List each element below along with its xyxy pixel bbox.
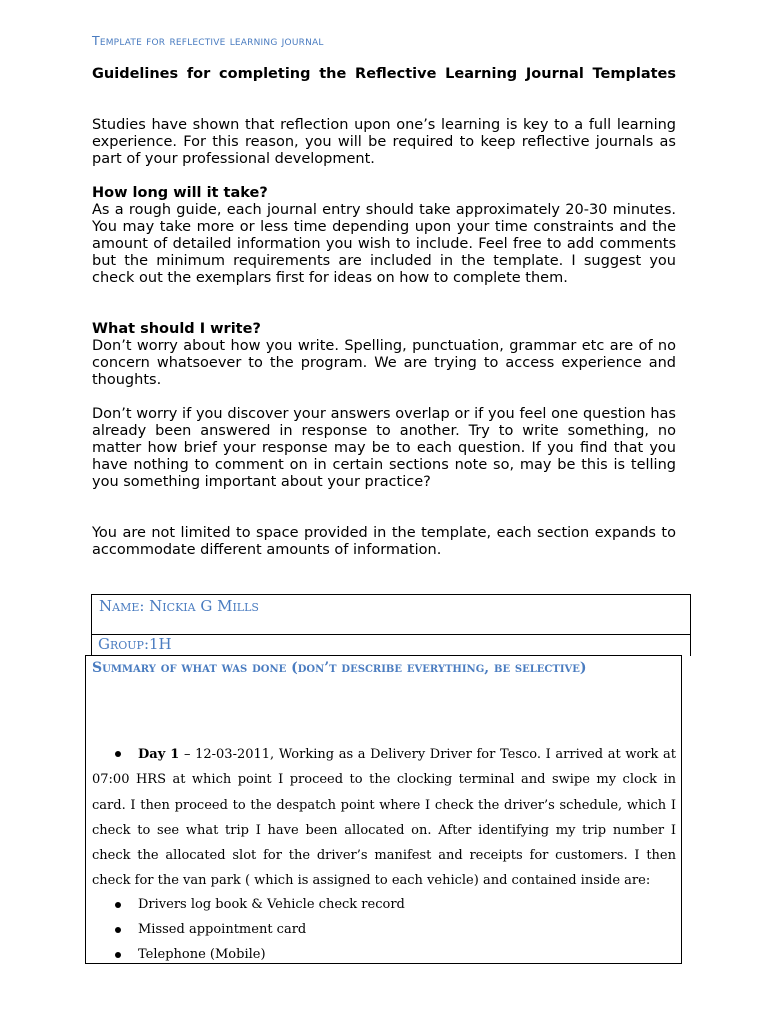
list-item-text: Missed appointment card	[138, 922, 307, 937]
day-text: – 12-03-2011, Working as a Delivery Driver for Tesco. I arrived at work at 07:00 HRS at which point I proceed to the clocking terminal and swipe my clock in card. I then proceed to the despatch point where I check the driver’s schedule, which I check to see what trip I have been allocated on. After identifying my trip number I check the allocated slot for the driver’s manifest and receipts for customers. I then check for the van park ( which is assigned to each vehicle) and contained inside are:	[92, 747, 676, 889]
group-field: Group:1H	[98, 635, 172, 653]
group-box	[91, 634, 691, 656]
what-write-heading: What should I write?	[92, 321, 261, 337]
guidelines-title-line: Guidelines for completing the Reflective Learning Journal Templates	[92, 66, 676, 82]
intro-paragraph: Studies have shown that reflection upon one’s learning is key to a full learning experience. For this reason, you will be required to keep reflective journals as part of your professional development.	[92, 117, 676, 167]
document-heading: Template for reflective learning journal	[92, 33, 324, 48]
what-write-paragraph: Don’t worry about how you write. Spelling, punctuation, grammar etc are of no concern whatsoever to the program. We are trying to access experience and thoughts.	[92, 338, 676, 388]
how-long-paragraph: As a rough guide, each journal entry should take approximately 20-30 minutes. You may take more or less time depending upon your time constraints and the amount of detailed information you wish to include. Feel free to add comments but the minimum requirements are included in the template. I suggest you check out the exemplars first for ideas on how to complete them.	[92, 202, 676, 286]
overlap-paragraph: Don’t worry if you discover your answers overlap or if you feel one question has already been answered in response to another. Try to write something, no matter how brief your response may be to each question. If you find that you have nothing to comment on in certain sections note so, may be this is telling you something important about your practice?	[92, 406, 676, 490]
how-long-heading: How long will it take?	[92, 185, 268, 201]
list-item-text: Drivers log book & Vehicle check record	[138, 897, 405, 912]
day-label: Day 1	[138, 747, 180, 762]
bullet-icon	[115, 902, 121, 908]
list-item-text: Telephone (Mobile)	[138, 947, 266, 962]
day-entry	[92, 742, 676, 894]
guidelines-title	[92, 66, 676, 83]
bullet-icon	[115, 927, 121, 933]
bullet-icon	[115, 952, 121, 958]
bullet-icon	[115, 751, 121, 757]
space-paragraph: You are not limited to space provided in the template, each section expands to accommodate different amounts of information.	[92, 525, 676, 558]
name-box	[91, 594, 691, 635]
name-field: Name: Nickia G Mills	[99, 597, 259, 615]
summary-heading: Summary of what was done (don’t describe everything, be selective)	[92, 660, 587, 676]
